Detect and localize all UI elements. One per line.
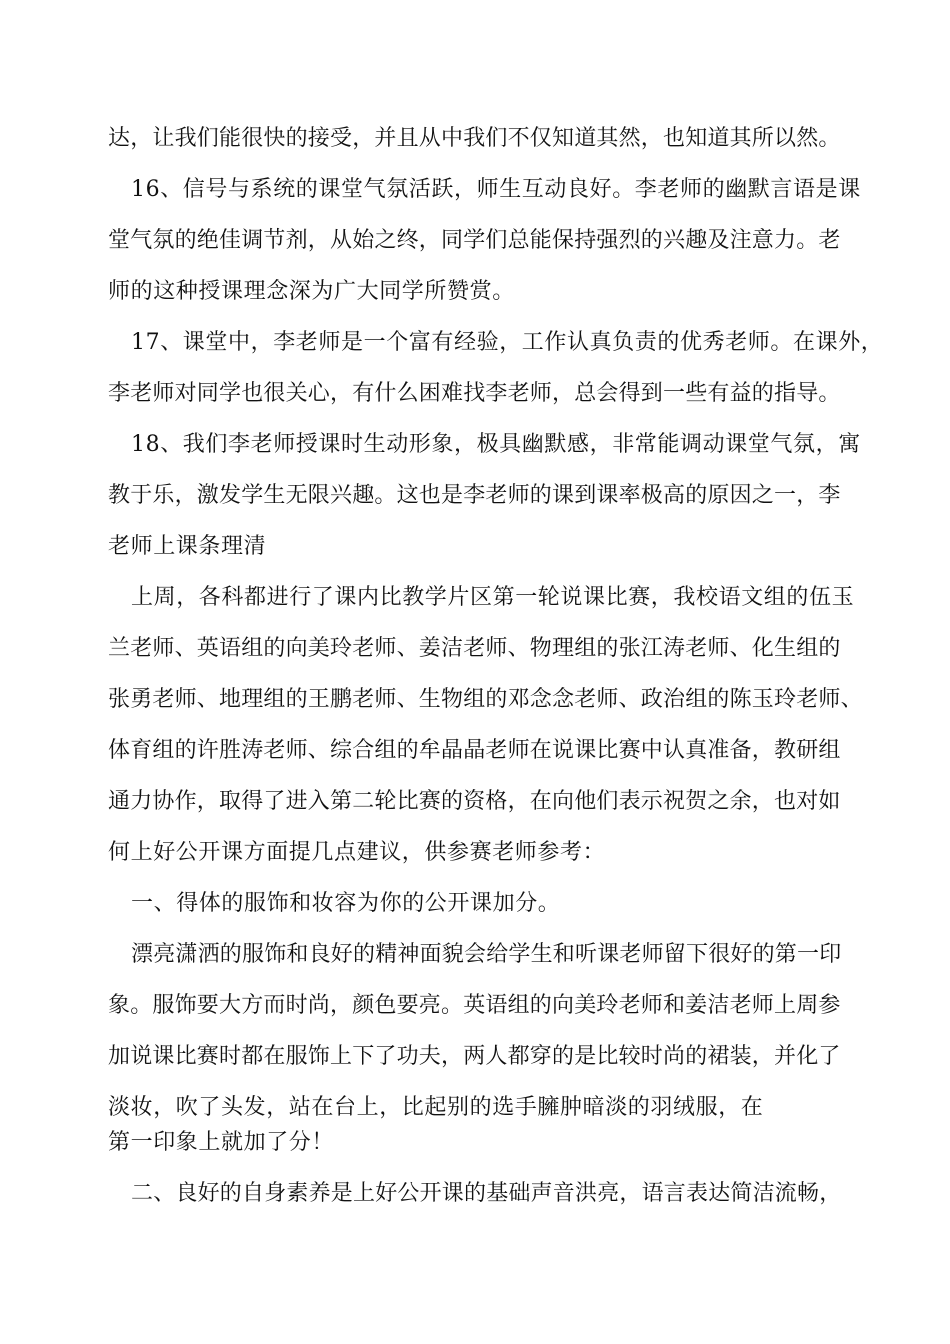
text-line-9: 老师上课条理清 xyxy=(108,534,267,559)
text-line-19: 加说课比赛时都在服饰上下了功夫，两人都穿的是比较时尚的裙装，并化了 xyxy=(108,1044,841,1069)
text-line-12: 张勇老师、地理组的王鹏老师、生物组的邓念念老师、政治组的陈玉玲老师、 xyxy=(108,687,863,712)
text-line-18: 象。服饰要大方而时尚，颜色要亮。英语组的向美玲老师和姜洁老师上周参 xyxy=(108,993,841,1018)
text-line-6: 李老师对同学也很关心，有什么困难找李老师，总会得到一些有益的指导。 xyxy=(108,381,841,406)
text-line-8: 教于乐，激发学生无限兴趣。这也是李老师的课到课率极高的原因之一，李 xyxy=(108,483,841,508)
section-heading-2: 二、良好的自身素养是上好公开课的基础声音洪亮，语言表达简洁流畅， xyxy=(131,1181,842,1206)
text-line-11: 兰老师、英语组的向美玲老师、姜洁老师、物理组的张江涛老师、化生组的 xyxy=(108,636,841,661)
text-line-14: 通力协作，取得了进入第二轮比赛的资格，在向他们表示祝贺之余，也对如 xyxy=(108,789,841,814)
text-line-21: 第一印象上就加了分！ xyxy=(108,1130,335,1155)
text-line-15: 何上好公开课方面提几点建议，供参赛老师参考： xyxy=(108,840,606,865)
text-line-4: 师的这种授课理念深为广大同学所赞赏。 xyxy=(108,279,515,304)
text-line-2: 16、信号与系统的课堂气氛活跃，师生互动良好。李老师的幽默言语是课 xyxy=(131,177,861,202)
text-line-13: 体育组的许胜涛老师、综合组的牟晶晶老师在说课比赛中认真准备，教研组 xyxy=(108,738,841,763)
text-line-7: 18、我们李老师授课时生动形象，极具幽默感，非常能调动课堂气氛，寓 xyxy=(131,432,861,457)
section-heading-1: 一、得体的服饰和妆容为你的公开课加分。 xyxy=(131,891,561,916)
text-line-3: 堂气氛的绝佳调节剂，从始之终，同学们总能保持强烈的兴趣及注意力。老 xyxy=(108,228,841,253)
text-line-5: 17、课堂中，李老师是一个富有经验，工作认真负责的优秀老师。在课外， xyxy=(131,330,884,355)
text-line-1: 达，让我们能很快的接受，并且从中我们不仅知道其然，也知道其所以然。 xyxy=(108,126,841,151)
text-line-20: 淡妆，吹了头发，站在台上，比起别的选手臃肿暗淡的羽绒服，在 xyxy=(108,1095,764,1120)
text-line-17: 漂亮潇洒的服饰和良好的精神面貌会给学生和听课老师留下很好的第一印 xyxy=(131,942,842,967)
text-line-10: 上周，各科都进行了课内比教学片区第一轮说课比赛，我校语文组的伍玉 xyxy=(131,585,855,610)
